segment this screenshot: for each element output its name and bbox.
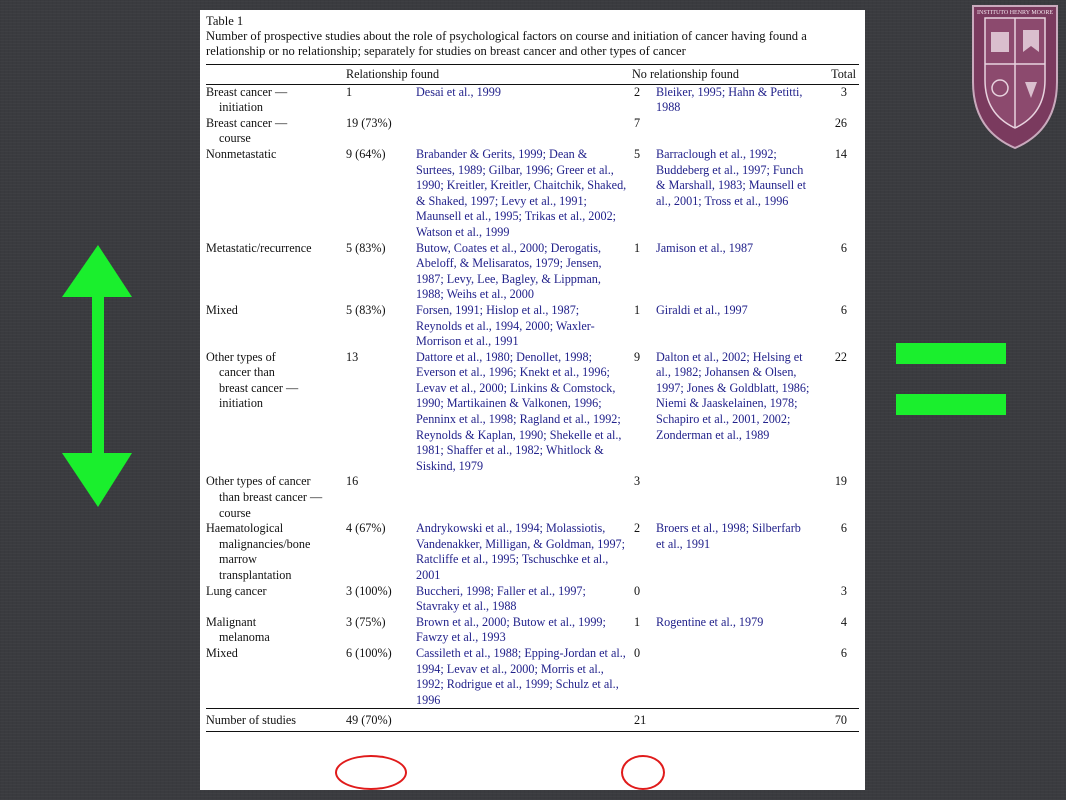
row-n-no-relationship: 2 <box>634 521 641 536</box>
row-category-line: Other types of cancer <box>206 474 311 489</box>
row-category-line: Breast cancer — <box>206 84 288 99</box>
row-n-no-relationship: 5 <box>634 146 641 161</box>
table-row <box>206 474 859 521</box>
row-category-line: initiation <box>219 396 264 411</box>
row-category-line: cancer than <box>219 365 275 380</box>
table-body <box>206 84 859 709</box>
row-refs-no-relationship: Rogentine et al., 1979 <box>656 614 764 629</box>
row-category-line: Haematological <box>206 521 284 536</box>
row-refs-relationship: Butow, Coates et al., 2000; Derogatis, Abeloff, & Melisaratos, 1979; Jensen, 1987; Levy, Lee, Bagley, & Lippman, 1988; Weihs et al., 2000 <box>416 240 602 302</box>
row-refs-no-relationship: Giraldi et al., 1997 <box>656 302 748 317</box>
row-refs-relationship: Dattore et al., 1980; Denollet, 1998; Everson et al., 1996; Knekt et al., 1996; Levav et al., 2000; Linkins & Comstock, 1990; Martikainen & Valkonen, 1996; Penninx et al., 1998; Ragland et al., 1992; Reynolds & Kaplan, 1990; Shekelle et al., 1981; Shaffer et al., 1982; Whitlock & Siskind, 1979 <box>416 349 622 473</box>
table-row <box>206 584 859 615</box>
row-n-relationship: 16 <box>346 474 359 489</box>
header-relationship: Relationship found <box>340 65 632 85</box>
row-category-line: Metastatic/recurrence <box>206 240 312 255</box>
header-no-relationship: No relationship found <box>632 65 816 85</box>
equals-bar-top <box>896 343 1006 364</box>
row-total: 3 <box>840 84 847 99</box>
table-sheet <box>200 10 865 790</box>
row-refs-no-relationship <box>656 646 816 709</box>
row-refs-no-relationship: Barraclough et al., 1992; Buddeberg et al., 1997; Funch & Marshall, 1983; Maunsell et al., 2001; Tross et al., 1996 <box>656 146 806 208</box>
table-row <box>206 646 859 709</box>
equals-bar-bottom <box>896 394 1006 415</box>
table-row <box>206 350 859 475</box>
row-category-line: Mixed <box>206 645 238 660</box>
row-refs-relationship: Cassileth et al., 1988; Epping-Jordan et al., 1994; Levav et al., 2000; Morris et al., 1992; Rodrigue et al., 1999; Schulz et al., 1996 <box>416 645 626 707</box>
row-n-no-relationship: 0 <box>634 645 641 660</box>
arrow-head-up <box>62 245 132 297</box>
row-n-relationship: 9 (64%) <box>346 146 386 161</box>
row-category <box>206 116 340 147</box>
summary-total: 70 <box>816 709 859 732</box>
summary-label: Number of studies <box>206 709 340 732</box>
table-row <box>206 521 859 583</box>
row-category <box>206 646 340 709</box>
row-category <box>206 350 340 475</box>
row-category-line: Breast cancer — <box>206 115 288 130</box>
row-category-line: course <box>219 505 251 520</box>
row-refs-relationship: Brabander & Gerits, 1999; Dean & Surtees, 1989; Gilbar, 1996; Greer et al., 1990; Kreitler, Kreitler, Chaitchik, Shaked, & Shaked, 1997; Levy et al., 1991; Maunsell et al., 1995; Trikas et al., 2002; Watson et al., 1999 <box>416 146 627 239</box>
row-category-line: Nonmetastatic <box>206 146 277 161</box>
institution-crest-icon <box>965 2 1065 152</box>
row-category-line: Other types of <box>206 349 276 364</box>
arrow-head-down <box>62 453 132 507</box>
row-n-no-relationship: 2 <box>634 84 641 99</box>
row-category <box>206 584 340 615</box>
row-refs-no-relationship: Jamison et al., 1987 <box>656 240 754 255</box>
row-n-relationship: 5 (83%) <box>346 240 386 255</box>
row-category-line: course <box>219 131 251 146</box>
highlight-circle-no-relationship-total <box>621 755 665 790</box>
row-total: 6 <box>840 240 847 255</box>
row-refs-no-relationship: Broers et al., 1998; Silberfarb et al., 1991 <box>656 521 801 551</box>
table-header-row <box>206 65 859 85</box>
summary-n-no: 21 <box>632 709 656 732</box>
studies-table <box>206 64 859 732</box>
table-row <box>206 615 859 646</box>
row-n-relationship: 4 (67%) <box>346 521 386 536</box>
row-category <box>206 303 340 350</box>
row-category <box>206 147 340 241</box>
row-category <box>206 474 340 521</box>
double-headed-arrow-icon <box>62 245 134 507</box>
row-n-no-relationship: 1 <box>634 302 641 317</box>
row-category-line: transplantation <box>219 568 292 582</box>
row-category-line: Malignant <box>206 614 257 629</box>
row-total: 3 <box>840 583 847 598</box>
row-n-relationship: 6 (100%) <box>346 645 392 660</box>
summary-n-rel: 49 (70%) <box>340 709 416 732</box>
row-refs-no-relationship <box>656 116 816 147</box>
row-total: 6 <box>840 302 847 317</box>
row-category-line: than breast cancer — <box>219 490 323 505</box>
row-category-line: marrow <box>219 552 257 567</box>
row-n-relationship: 5 (83%) <box>346 302 386 317</box>
row-category-line: breast cancer — <box>219 380 299 395</box>
table-row <box>206 147 859 241</box>
row-category <box>206 615 340 646</box>
row-refs-no-relationship: Dalton et al., 2002; Helsing et al., 1982; Johansen & Olsen, 1997; Jones & Goldblatt, 1986; Niemi & Jaaskelainen, 1978; Schapiro et al., 2001, 2002; Zonderman et al., 1989 <box>656 349 810 442</box>
row-total: 14 <box>834 146 847 161</box>
row-n-relationship: 3 (100%) <box>346 583 392 598</box>
header-category <box>206 65 340 85</box>
row-refs-no-relationship: Bleiker, 1995; Hahn & Petitti, 1988 <box>656 84 803 115</box>
row-category <box>206 241 340 303</box>
row-category <box>206 521 340 583</box>
row-category-line: Mixed <box>206 302 238 317</box>
row-refs-relationship: Brown et al., 2000; Butow et al., 1999; Fawzy et al., 1993 <box>416 614 606 645</box>
row-n-no-relationship: 7 <box>634 115 641 130</box>
header-total: Total <box>816 65 859 85</box>
row-total: 22 <box>834 349 847 364</box>
row-total: 4 <box>840 614 847 629</box>
row-refs-relationship: Andrykowski et al., 1994; Molassiotis, Vandenakker, Milligan, & Goldman, 1997; Ratcliffe et al., 1995; Tschuschke et al., 2001 <box>416 521 626 582</box>
crest-ring-text: INSTITUTO HENRY MOORE <box>977 10 1053 16</box>
table-row <box>206 116 859 147</box>
table-row <box>206 241 859 303</box>
row-n-no-relationship: 3 <box>634 474 641 489</box>
arrow-shaft <box>92 293 104 459</box>
row-refs-relationship: Forsen, 1991; Hislop et al., 1987; Reynolds et al., 1994, 2000; Waxler-Morrison et al., 1991 <box>416 302 595 349</box>
row-refs-relationship <box>416 116 632 147</box>
row-total: 19 <box>834 474 847 489</box>
row-category-line: malignancies/bone <box>219 536 311 551</box>
row-total: 26 <box>834 115 847 130</box>
row-n-relationship: 1 <box>346 84 353 99</box>
summary-row <box>206 709 859 732</box>
row-n-no-relationship: 1 <box>634 240 641 255</box>
row-category-line: melanoma <box>219 630 270 645</box>
row-n-relationship: 3 (75%) <box>346 614 386 629</box>
equals-sign-icon <box>896 343 1006 415</box>
row-category-line: initiation <box>219 100 264 115</box>
highlight-circle-relationship-total <box>335 755 407 790</box>
table-row <box>206 303 859 350</box>
row-n-no-relationship: 1 <box>634 614 641 629</box>
row-total: 6 <box>840 645 847 660</box>
row-refs-relationship: Buccheri, 1998; Faller et al., 1997; Stavraky et al., 1988 <box>416 583 586 614</box>
table-row <box>206 84 859 116</box>
row-refs-relationship: Desai et al., 1999 <box>416 84 501 99</box>
row-refs-no-relationship <box>656 584 816 615</box>
row-refs-no-relationship <box>656 474 816 521</box>
row-n-relationship: 13 <box>346 349 359 364</box>
table-title: Table 1 <box>206 14 244 28</box>
row-n-no-relationship: 0 <box>634 583 641 598</box>
row-refs-relationship <box>416 474 632 521</box>
row-category-line: Lung cancer <box>206 583 267 598</box>
row-category <box>206 84 340 116</box>
row-total: 6 <box>840 521 847 536</box>
row-n-relationship: 19 (73%) <box>346 115 392 130</box>
table-caption: Number of prospective studies about the role of psychological factors on course and initiation of cancer having found a relationship or no relationship; separately for studies on breast cancer and other types of cancer <box>206 29 807 58</box>
row-n-no-relationship: 9 <box>634 349 641 364</box>
